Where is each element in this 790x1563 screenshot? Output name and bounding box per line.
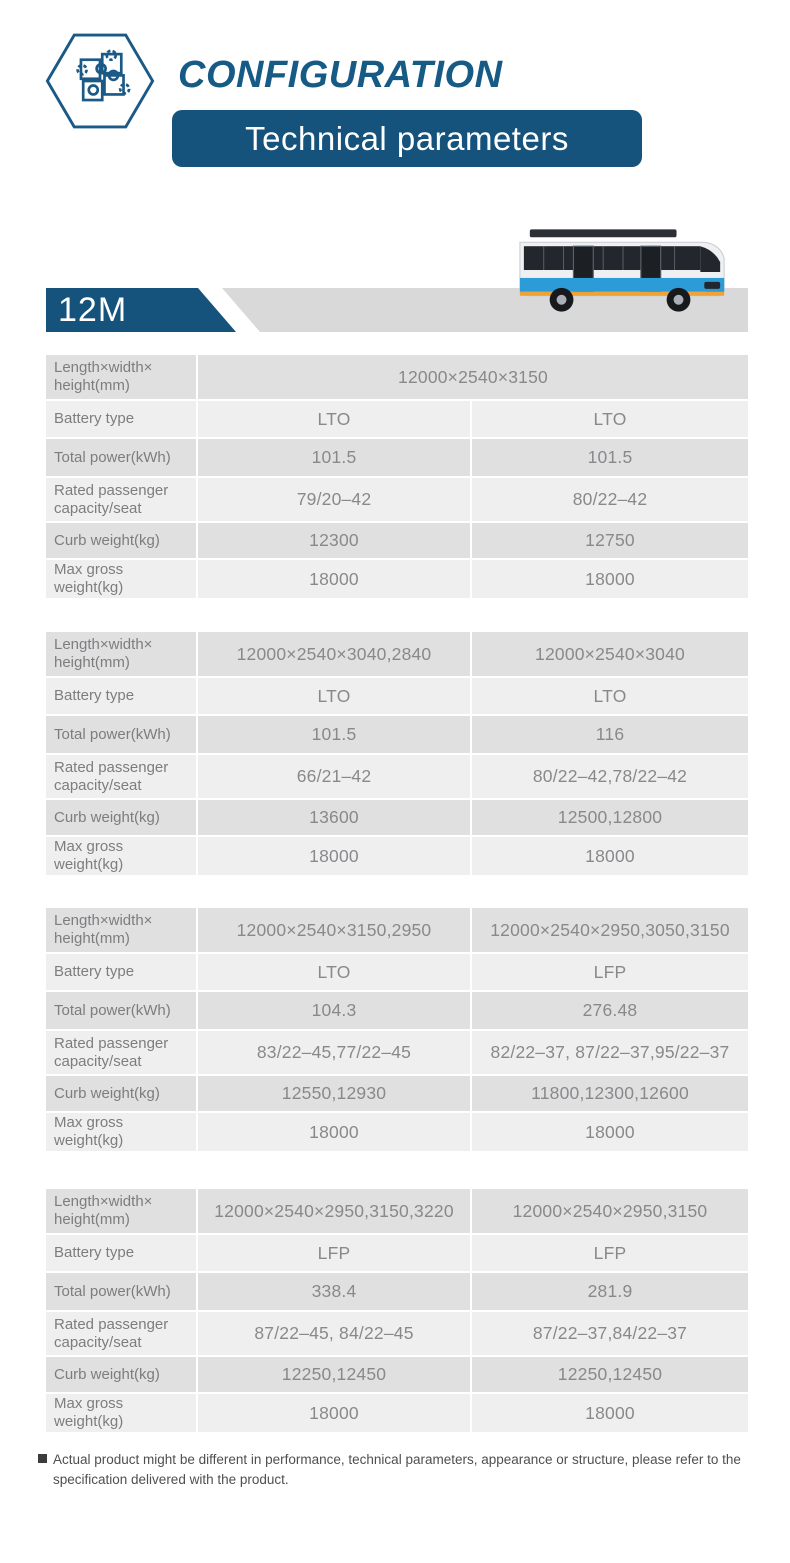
page-title: CONFIGURATION [178, 54, 503, 96]
row-label: Rated passenger capacity/seat [46, 1031, 196, 1074]
spec-table-4 [46, 1189, 748, 1432]
cell-value: 82/22–37, 87/22–37,95/22–37 [472, 1031, 748, 1074]
cell-value: 18000 [198, 1394, 470, 1432]
row-label: Total power(kWh) [46, 1273, 196, 1310]
puzzle-hexagon-icon [44, 24, 156, 138]
cell-value: 18000 [472, 1113, 748, 1151]
cell-value: 79/20–42 [198, 478, 470, 521]
cell-value: LTO [198, 678, 470, 714]
cell-value: 80/22–42 [472, 478, 748, 521]
cell-value: 276.48 [472, 992, 748, 1029]
table-row [46, 523, 748, 558]
cell-value: 101.5 [472, 439, 748, 476]
cell-value: LFP [198, 1235, 470, 1271]
cell-value: 87/22–37,84/22–37 [472, 1312, 748, 1355]
cell-value: 116 [472, 716, 748, 753]
spec-table-2 [46, 632, 748, 875]
cell-value: 12250,12450 [198, 1357, 470, 1392]
subtitle-text: Technical parameters [245, 119, 569, 157]
row-label: Length×width× height(mm) [46, 632, 196, 676]
row-label: Rated passenger capacity/seat [46, 1312, 196, 1355]
cell-value: 12300 [198, 523, 470, 558]
square-bullet-icon [38, 1454, 47, 1463]
cell-value: 12750 [472, 523, 748, 558]
cell-value: 12000×2540×2950,3050,3150 [472, 908, 748, 952]
cell-value: 338.4 [198, 1273, 470, 1310]
row-label: Curb weight(kg) [46, 1357, 196, 1392]
cell-value: 66/21–42 [198, 755, 470, 798]
row-label: Curb weight(kg) [46, 523, 196, 558]
cell-value: 80/22–42,78/22–42 [472, 755, 748, 798]
cell-value: 87/22–45, 84/22–45 [198, 1312, 470, 1355]
row-label: Total power(kWh) [46, 716, 196, 753]
table-row [46, 1312, 748, 1355]
table-row [46, 800, 748, 835]
table-row [46, 1273, 748, 1310]
cell-value: LFP [472, 1235, 748, 1271]
table-row [46, 755, 748, 798]
cell-value: 12550,12930 [198, 1076, 470, 1111]
cell-value: 13600 [198, 800, 470, 835]
table-row [46, 1394, 748, 1432]
bus-illustration-icon [510, 220, 738, 322]
table-row [46, 908, 748, 952]
row-label: Length×width× height(mm) [46, 908, 196, 952]
cell-value: 18000 [198, 1113, 470, 1151]
table-row [46, 716, 748, 753]
row-label: Total power(kWh) [46, 992, 196, 1029]
cell-value: 18000 [472, 560, 748, 598]
table-row [46, 560, 748, 598]
cell-value: 18000 [472, 837, 748, 875]
cell-value: 83/22–45,77/22–45 [198, 1031, 470, 1074]
row-label: Battery type [46, 678, 196, 714]
cell-value: LTO [198, 401, 470, 437]
table-row [46, 837, 748, 875]
cell-value: LTO [472, 401, 748, 437]
row-label: Curb weight(kg) [46, 800, 196, 835]
cell-value: 12000×2540×3040 [472, 632, 748, 676]
spec-table-1 [46, 355, 748, 598]
table-row [46, 439, 748, 476]
row-label: Max gross weight(kg) [46, 560, 196, 598]
row-label: Total power(kWh) [46, 439, 196, 476]
subtitle-banner [172, 110, 642, 167]
cell-value: 101.5 [198, 716, 470, 753]
cell-value: 12000×2540×2950,3150,3220 [198, 1189, 470, 1233]
cell-value: 12000×2540×2950,3150 [472, 1189, 748, 1233]
cell-value: 18000 [472, 1394, 748, 1432]
table-row [46, 1357, 748, 1392]
row-label: Rated passenger capacity/seat [46, 478, 196, 521]
table-row [46, 678, 748, 714]
cell-value: 104.3 [198, 992, 470, 1029]
cell-value: LTO [198, 954, 470, 990]
cell-value: 101.5 [198, 439, 470, 476]
cell-value: 12500,12800 [472, 800, 748, 835]
cell-value: 12000×2540×3150,2950 [198, 908, 470, 952]
cell-value: LTO [472, 678, 748, 714]
row-label: Length×width× height(mm) [46, 355, 196, 399]
footnote [38, 1450, 764, 1489]
row-label: Max gross weight(kg) [46, 1394, 196, 1432]
cell-value: 18000 [198, 560, 470, 598]
row-label: Battery type [46, 401, 196, 437]
table-row [46, 954, 748, 990]
table-row [46, 355, 748, 399]
table-row [46, 1189, 748, 1233]
table-row [46, 401, 748, 437]
cell-value: 12000×2540×3040,2840 [198, 632, 470, 676]
table-row [46, 992, 748, 1029]
row-label: Rated passenger capacity/seat [46, 755, 196, 798]
row-label: Battery type [46, 1235, 196, 1271]
row-label: Battery type [46, 954, 196, 990]
footnote-text: Actual product might be different in performance, technical parameters, appearance or structure, please refer to the specification delivered with the product. [53, 1452, 741, 1487]
row-label: Curb weight(kg) [46, 1076, 196, 1111]
cell-value: 11800,12300,12600 [472, 1076, 748, 1111]
spec-table-3 [46, 908, 748, 1151]
table-row [46, 1076, 748, 1111]
cell-value: LFP [472, 954, 748, 990]
row-label: Max gross weight(kg) [46, 1113, 196, 1151]
cell-value: 12250,12450 [472, 1357, 748, 1392]
model-label: 12M [58, 290, 128, 329]
table-row [46, 632, 748, 676]
row-label: Max gross weight(kg) [46, 837, 196, 875]
cell-value: 12000×2540×3150 [198, 355, 748, 399]
table-row [46, 1031, 748, 1074]
table-row [46, 1113, 748, 1151]
cell-value: 281.9 [472, 1273, 748, 1310]
row-label: Length×width× height(mm) [46, 1189, 196, 1233]
table-row [46, 1235, 748, 1271]
table-row [46, 478, 748, 521]
cell-value: 18000 [198, 837, 470, 875]
